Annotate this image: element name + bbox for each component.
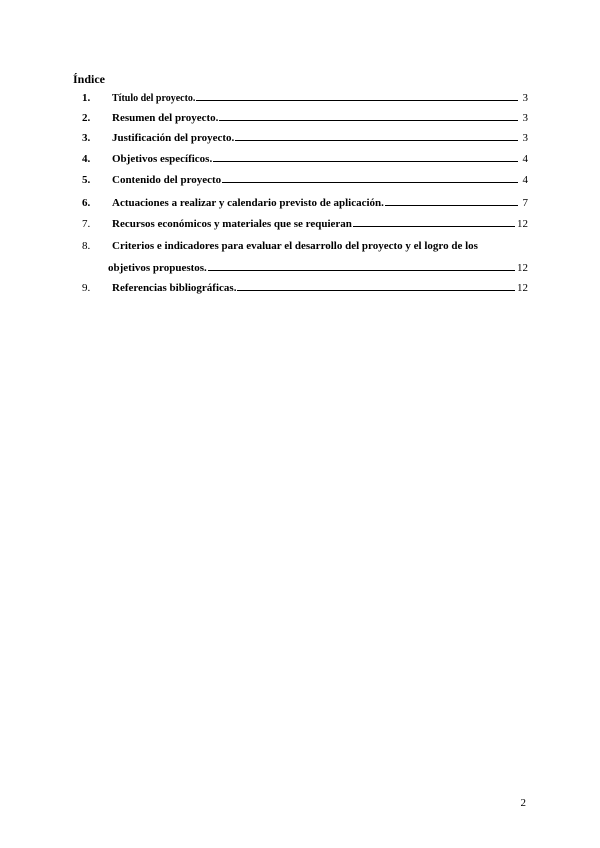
toc-entry-6[interactable] — [78, 191, 528, 209]
toc-entry-number: 4. — [82, 153, 91, 165]
toc-entry-page: 4 — [522, 153, 528, 165]
toc-entry-title: Justificación del proyecto. — [112, 132, 235, 144]
toc-entry-page: 4 — [522, 174, 528, 186]
toc-entry-title-continuation: objetivos propuestos. — [108, 262, 207, 274]
toc-leader-line — [213, 160, 518, 162]
toc-entry-title: Referencias bibliográficas. — [112, 282, 237, 294]
toc-entry-page: 3 — [522, 132, 528, 144]
toc-leader-line — [235, 139, 518, 141]
toc-entry-page: 12 — [517, 218, 528, 230]
toc-entry-number: 5. — [82, 174, 91, 186]
toc-leader-line — [385, 204, 518, 206]
toc-entry-page: 12 — [517, 262, 528, 274]
toc-entry-7[interactable] — [78, 212, 528, 230]
toc-entry-title: Título del proyecto. — [112, 93, 196, 104]
toc-entry-5[interactable] — [78, 168, 528, 186]
toc-entry-page: 7 — [522, 197, 528, 209]
toc-leader-line — [196, 99, 518, 101]
toc-leader-line — [208, 269, 515, 271]
toc-entry-title: Actuaciones a realizar y calendario previsto de aplicación. — [112, 197, 384, 209]
toc-entry-8[interactable] — [78, 234, 528, 252]
toc-entry-number: 8. — [82, 240, 91, 252]
toc-entry-title: Contenido del proyecto — [112, 174, 222, 186]
toc-entry-9[interactable] — [78, 276, 528, 294]
toc-entry-title: Resumen del proyecto. — [112, 112, 219, 124]
toc-entry-8-continuation[interactable] — [108, 256, 528, 274]
toc-leader-line — [219, 119, 518, 121]
toc-entry-3[interactable] — [78, 126, 528, 144]
toc-heading: Índice — [73, 72, 106, 86]
toc-entry-title: Objetivos específicos. — [112, 153, 213, 165]
toc-entry-page: 12 — [517, 282, 528, 294]
toc-entry-1[interactable] — [78, 86, 528, 104]
toc-entry-2[interactable] — [78, 106, 528, 124]
toc-entry-number: 6. — [82, 197, 91, 209]
toc-entry-title: Criterios e indicadores para evaluar el desarrollo del proyecto y el logro de los — [112, 240, 478, 252]
toc-entry-number: 3. — [82, 132, 91, 144]
toc-entry-number: 7. — [82, 218, 91, 230]
toc-entry-number: 1. — [82, 92, 91, 104]
toc-entry-4[interactable] — [78, 147, 528, 165]
toc-entry-title: Recursos económicos y materiales que se requieran — [112, 218, 352, 230]
page-number: 2 — [520, 797, 526, 809]
toc-entry-page: 3 — [522, 92, 528, 104]
toc-leader-line — [353, 225, 515, 227]
toc-entry-number: 2. — [82, 112, 91, 124]
toc-leader-line — [222, 181, 518, 183]
toc-entry-number: 9. — [82, 282, 91, 294]
toc-leader-line — [237, 289, 515, 291]
toc-entry-page: 3 — [522, 112, 528, 124]
